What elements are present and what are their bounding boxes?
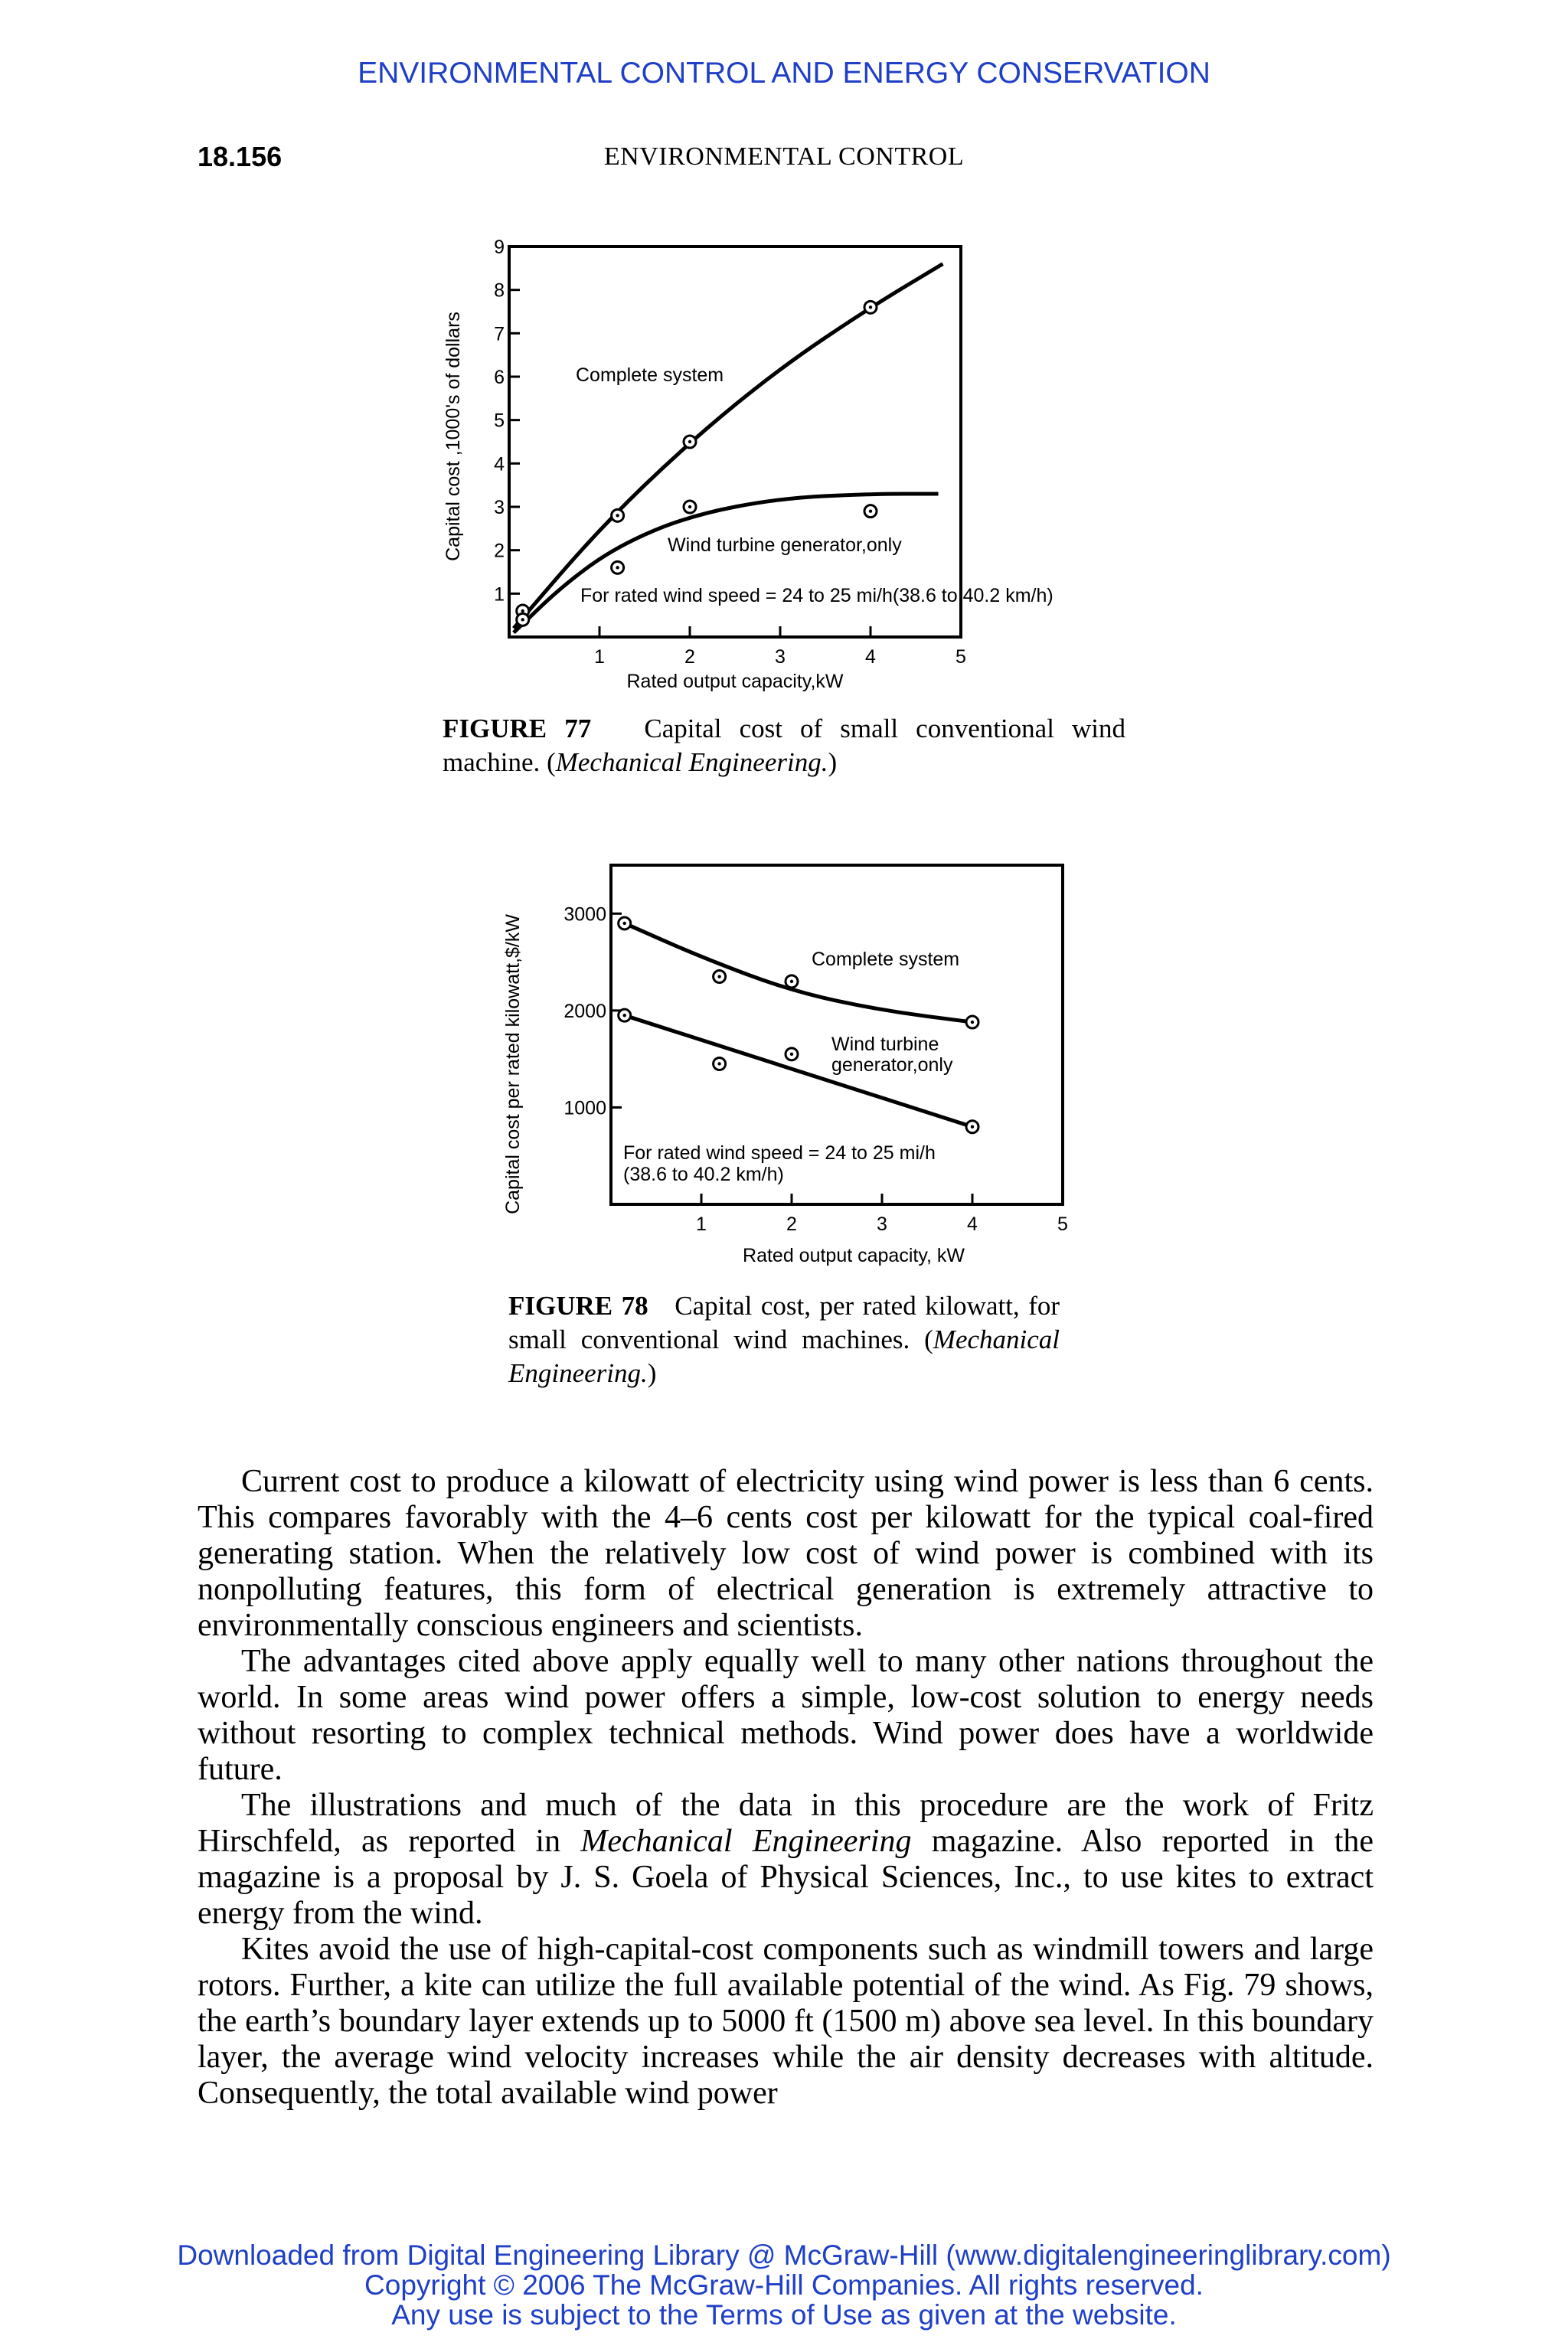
- x-tick-label: 4: [865, 646, 876, 668]
- figure-77-label: FIGURE 77: [443, 714, 592, 743]
- x-axis-label: Rated output capacity,kW: [626, 671, 844, 692]
- annotation-line2: (38.6 to 40.2 km/h): [623, 1164, 784, 1185]
- x-tick-label: 2: [684, 646, 695, 668]
- data-point-dot: [616, 514, 619, 517]
- figure-78-caption: FIGURE 78 Capital cost, per rated kilowatt, for small conventional wind machines. (Mechanical Engineering.): [508, 1291, 1060, 1388]
- annotation-text: For rated wind speed = 24 to 25 mi/h(38.6 to 40.2 km/h): [580, 585, 1054, 606]
- series-label-wind-turbine-line1: Wind turbine: [831, 1034, 939, 1055]
- data-point-dot: [971, 1125, 974, 1129]
- figure-78-caption-text: Capital cost, per rated kilowatt, for small conventional wind machines.: [508, 1291, 1060, 1354]
- data-point-dot: [688, 440, 691, 443]
- y-tick-label: 5: [494, 410, 505, 432]
- data-point-dot: [869, 509, 872, 512]
- plot-frame: [509, 247, 961, 637]
- paragraph-4: Kites avoid the use of high-capital-cost components such as windmill towers and large rotors. Further, a kite can utilize the full available potential of the wind. As Fig. 79 shows, the earth’s boundary layer extends up to 5000 ft (1500 m) above sea level. In this boundary layer, the average wind velocity increases while the air density decreases with altitude. Consequently, the total available wind power: [198, 1932, 1374, 2111]
- annotation-line1: For rated wind speed = 24 to 25 mi/h: [623, 1142, 936, 1164]
- y-tick-label: 1: [494, 583, 505, 606]
- series-label-wind-turbine-line2: generator,only: [831, 1054, 953, 1076]
- figure-77-chart: [429, 230, 1194, 704]
- paragraph-3: [198, 1788, 1374, 1932]
- paragraph-3-after: magazine. Also reported in the magazine is a proposal by J. S. Goela of Physical Sciences, Inc., to use kites to extract energy from the wind.: [198, 1824, 1374, 1931]
- data-point-dot: [521, 609, 524, 612]
- complete-system-curve: [625, 923, 972, 1022]
- y-tick-label: 1000: [564, 1097, 606, 1119]
- x-tick-label: 5: [956, 646, 966, 668]
- page-number: 18.156: [198, 141, 283, 172]
- y-tick-label: 3000: [564, 903, 606, 926]
- x-axis-label: Rated output capacity, kW: [743, 1245, 965, 1266]
- y-tick-label: 7: [494, 323, 505, 345]
- data-point-dot: [616, 566, 619, 569]
- footer: [0, 2240, 1568, 2330]
- figure-77-source: Mechanical Engineering.: [555, 747, 828, 777]
- paragraph-1: Current cost to produce a kilowatt of electricity using wind power is less than 6 cents. This compares favorably with the 4–6 cents cost per kilowatt for the typical coal-fired generating station. When the relatively low cost of wind power is combined with its nonpolluting features, this form of electrical generation is extremely attractive to environmentally conscious engineers and scientists.: [198, 1464, 1374, 1643]
- figure-78-label: FIGURE 78: [508, 1291, 648, 1321]
- x-tick-label: 2: [786, 1214, 797, 1235]
- running-head: ENVIRONMENTAL CONTROL: [603, 142, 965, 171]
- data-point-dot: [521, 618, 524, 621]
- data-point-dot: [971, 1021, 974, 1024]
- body-text: [198, 1464, 1374, 2112]
- x-tick-label: 1: [696, 1214, 707, 1235]
- y-tick-label: 6: [494, 367, 505, 388]
- y-tick-label: 3: [494, 497, 505, 518]
- data-point-dot: [623, 1014, 626, 1017]
- series-label-wind-turbine: Wind turbine generator,only: [668, 534, 902, 556]
- paragraph-2: The advantages cited above apply equally well to many other nations throughout the world. In some areas wind power offers a simple, low-cost solution to energy needs without resorting to complex technical methods. Wind power does have a worldwide future.: [198, 1644, 1374, 1787]
- footer-copyright-line: Copyright © 2006 The McGraw-Hill Companies. All rights reserved.: [364, 2269, 1204, 2301]
- series-label-complete-system: Complete system: [812, 949, 960, 970]
- y-tick-label: 8: [494, 279, 505, 302]
- data-point-dot: [688, 505, 691, 508]
- x-tick-label: 3: [877, 1214, 887, 1235]
- data-point-dot: [790, 1053, 793, 1056]
- figure-78-source: Mechanical Engineering.: [508, 1325, 1060, 1388]
- footer-terms-line: Any use is subject to the Terms of Use as given at the website.: [391, 2299, 1177, 2331]
- data-point-dot: [717, 975, 720, 978]
- x-tick-label: 4: [967, 1214, 978, 1235]
- site-banner: ENVIRONMENTAL CONTROL AND ENERGY CONSERVATION: [358, 57, 1210, 90]
- data-point-dot: [869, 305, 872, 309]
- y-axis-label: Capital cost ,1000's of dollars: [443, 312, 464, 561]
- data-point-dot: [717, 1062, 720, 1065]
- series-label-complete-system: Complete system: [576, 364, 724, 386]
- y-axis-label: Capital cost per rated kilowatt,$/kW: [502, 914, 524, 1214]
- y-tick-label: 2000: [564, 1000, 606, 1022]
- data-point-dot: [790, 980, 793, 983]
- x-tick-label: 1: [594, 646, 605, 668]
- figure-77-caption-text: Capital cost of small conventional wind machine.: [443, 714, 1126, 777]
- x-tick-label: 5: [1057, 1214, 1068, 1235]
- figure-77-caption: FIGURE 77 Capital cost of small conventional wind machine. (Mechanical Engineering.): [443, 714, 1126, 777]
- x-tick-label: 3: [775, 646, 786, 668]
- data-point-dot: [623, 922, 626, 925]
- footer-download-line: Downloaded from Digital Engineering Library @ McGraw-Hill (www.digitalengineeringlibrary.com): [177, 2239, 1391, 2271]
- y-tick-label: 9: [494, 237, 505, 258]
- figure-78-chart: [498, 850, 1148, 1279]
- paragraph-3-before: The illustrations and much of the data in this procedure are the work of Fritz Hirschfeld, as reported in: [198, 1788, 1374, 1859]
- paragraph-3-italic: Mechanical Engineering: [580, 1824, 912, 1859]
- y-tick-label: 4: [494, 453, 505, 475]
- y-tick-label: 2: [494, 540, 505, 562]
